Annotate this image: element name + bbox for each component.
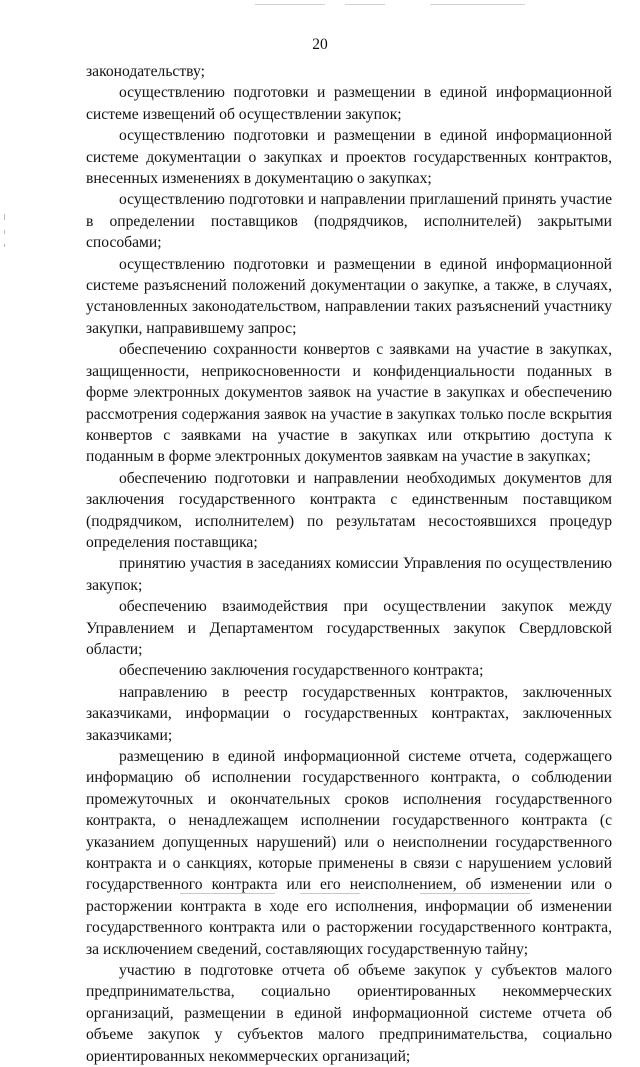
page-number: 20: [312, 36, 328, 53]
paragraph: осуществлению подготовки и размещении в единой информационной системе документации о закупках и проектов государственных контрактов, внесенных изменениях в документацию о закупках;: [86, 127, 612, 188]
scan-margin-mark: [4, 230, 5, 234]
paragraph: принятию участия в заседаниях комиссии Управления по осуществлению закупок;: [86, 555, 612, 594]
scan-bottom-rule: [180, 893, 275, 894]
paragraph: участию в подготовке отчета об объеме закупок у субъектов малого предпринимательства, социально ориентированных некоммерческих организаций, размещении в единой информационной системе отчета об объеме закупок у субъектов малого предпринимательства, социально ориентированных некоммерческих организаций;: [86, 962, 612, 1065]
paragraph: осуществлению подготовки и размещении в единой информационной системе извещений об осуществлении закупок;: [86, 84, 612, 123]
paragraph: обеспечению сохранности конвертов с заявками на участие в закупках, защищенности, неприкосновенности и конфиденциальности поданных в форме электронных документов заявок на участие в закупках и обеспечению рассмотрения содержания заявок на участие в закупках только после вскрытия конвертов с заявками на участие в закупках или открытию доступа к поданным в форме электронных документов заявкам на участие в закупках;: [86, 341, 612, 466]
paragraph: обеспечению взаимодействия при осуществлении закупок между Управлением и Департаментом государственных закупок Свердловской области;: [86, 598, 612, 658]
paragraph: законодательству;: [86, 63, 205, 80]
scan-bottom-rule: [300, 893, 360, 894]
scan-margin-mark: [4, 244, 5, 247]
scan-margin-mark: [4, 214, 5, 220]
scan-top-rule: [255, 4, 325, 5]
paragraph: размещению в единой информационной системе отчета, содержащего информацию об исполнении государственного контракта, о соблюдении промежуточных и окончательных сроков исполнения государственного контракта, о ненадлежащем исполнении государственного контракта (с указанием допущенных нарушений) или о неисполнении государственного контракта и о санкциях, которые применены в связи с нарушением условий государственного контракта или его неисполнением, об изменении или о расторжении контракта в ходе его исполнения, информации об изменении государственного контракта или о расторжении государственного контракта, за исключением сведений, составляющих государственную тайну;: [86, 748, 612, 958]
scan-top-rule: [430, 4, 525, 5]
paragraph: направлению в реестр государственных контрактов, заключенных заказчиками, информации о государственных контрактах, заключенных заказчиками;: [86, 683, 612, 744]
scan-bottom-rule: [420, 893, 530, 894]
document-body: [86, 61, 612, 1067]
paragraph: обеспечению заключения государственного контракта;: [119, 662, 484, 680]
scan-top-rule: [345, 4, 385, 5]
paragraph: осуществлению подготовки и направлении приглашений принять участие в определении поставщиков (подрядчиков, исполнителей) закрытыми способами;: [86, 191, 612, 252]
paragraph: осуществлению подготовки и размещении в единой информационной системе разъяснений положений документации о закупке, а также, в случаях, установленных законодательством, направлении таких разъяснений участнику закупки, направившему запрос;: [86, 255, 612, 337]
paragraph: обеспечению подготовки и направлении необходимых документов для заключения государственного контракта с единственным поставщиком (подрядчиком, исполнителем) по результатам несостоявшихся процедур определения поставщика;: [86, 469, 612, 551]
